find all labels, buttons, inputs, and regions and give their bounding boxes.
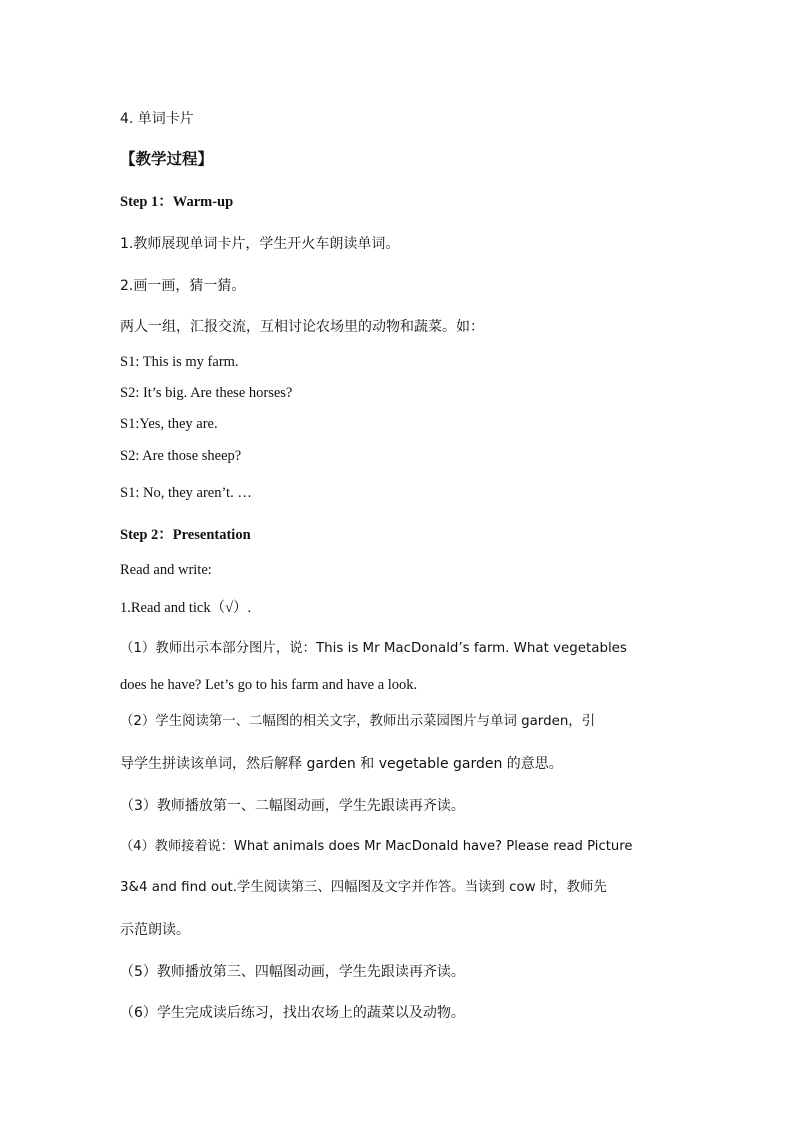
- step-1-heading: Step 1：Warm-up: [120, 194, 234, 210]
- step-2-subheading: Read and write:: [120, 562, 212, 578]
- step-1-item-2: 2.画一画，猜一猜。: [120, 278, 246, 294]
- dialogue-line-1: S1: This is my farm.: [120, 354, 239, 370]
- material-item-word-cards: 4. 单词卡片: [120, 111, 194, 127]
- dialogue-line-4: S2: Are those sheep?: [120, 448, 242, 464]
- step-2-point-3: （3）教师播放第一、二幅图动画，学生先跟读再齐读。: [120, 798, 465, 814]
- dialogue-line-2: S2: It’s big. Are these horses?: [120, 385, 293, 401]
- dialogue-line-3: S1:Yes, they are.: [120, 416, 218, 432]
- step-1-instruction: 两人一组，汇报交流，互相讨论农场里的动物和蔬菜。如：: [120, 319, 484, 335]
- section-heading-teaching-process: 【教学过程】: [120, 150, 214, 168]
- step-2-point-4-line-3: 示范朗读。: [120, 922, 190, 938]
- step-2-task-1: 1.Read and tick（√）.: [120, 600, 252, 616]
- step-2-point-4-line-2: 3&4 and find out.学生阅读第三、四幅图及文字并作答。当读到 cow 时，教师先: [120, 880, 607, 895]
- step-2-point-1-line-1: （1）教师出示本部分图片，说：This is Mr MacDonald’s farm. What vegetables: [120, 641, 627, 656]
- step-2-point-1-line-2: does he have? Let’s go to his farm and have a look.: [120, 677, 418, 693]
- step-2-point-6: （6）学生完成读后练习，找出农场上的蔬菜以及动物。: [120, 1005, 465, 1021]
- step-2-point-5: （5）教师播放第三、四幅图动画，学生先跟读再齐读。: [120, 964, 465, 980]
- step-2-heading: Step 2：Presentation: [120, 527, 251, 543]
- step-1-item-1: 1.教师展现单词卡片，学生开火车朗读单词。: [120, 236, 400, 252]
- step-2-point-4-line-1: （4）教师接着说：What animals does Mr MacDonald have? Please read Picture: [120, 839, 633, 854]
- step-2-point-2-line-1: （2）学生阅读第一、二幅图的相关文字，教师出示菜园图片与单词 garden，引: [120, 714, 596, 729]
- dialogue-line-5: S1: No, they aren’t. …: [120, 485, 252, 501]
- step-2-point-2-line-2: 导学生拼读该单词，然后解释 garden 和 vegetable garden 的意思。: [120, 756, 563, 772]
